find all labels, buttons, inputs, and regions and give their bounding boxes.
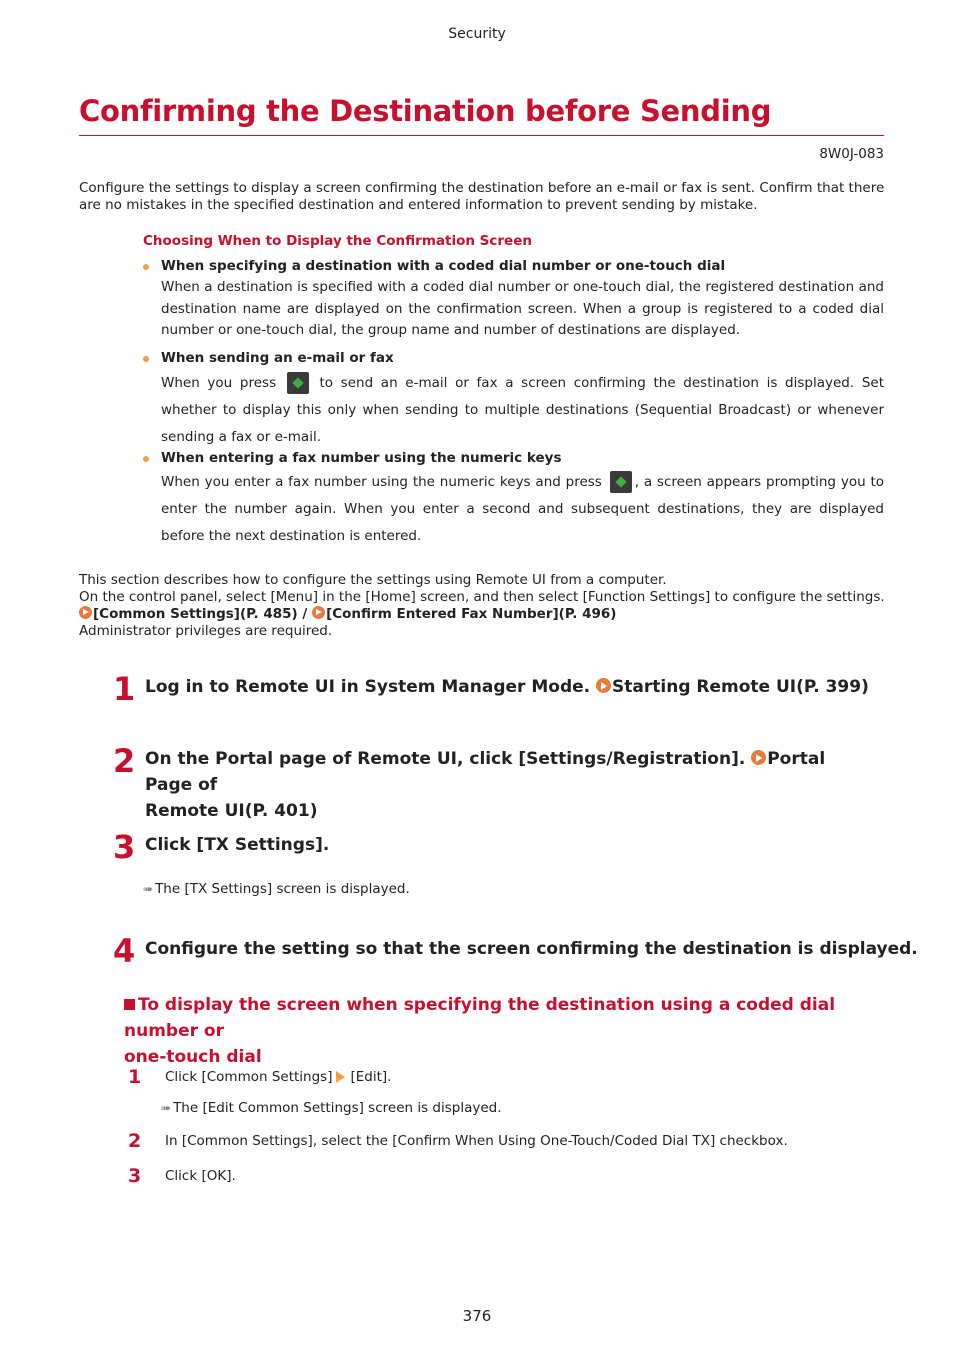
header-section-label: Security — [448, 26, 506, 42]
page-title: Confirming the Destination before Sending — [79, 94, 772, 128]
step-number: 2 — [113, 742, 136, 780]
link-portal-page[interactable]: Portal Page of — [145, 749, 826, 795]
link-common-settings[interactable]: [Common Settings](P. 485) — [93, 606, 298, 622]
description-line-4: Administrator privileges are required. — [79, 623, 333, 639]
substep-result: ➠ The [Edit Common Settings] screen is displayed. — [161, 1100, 502, 1116]
description-line-1: This section describes how to configure the settings using Remote UI from a computer. — [79, 572, 667, 588]
bullet-icon — [143, 456, 149, 462]
start-key-icon — [287, 372, 309, 394]
link-arrow-icon — [79, 606, 92, 619]
title-divider — [79, 135, 884, 136]
link-arrow-icon — [751, 750, 766, 765]
substep-text: Click [Common Settings] [Edit]. — [165, 1069, 392, 1085]
step-text: Configure the setting so that the screen confirming the destination is displayed. — [145, 939, 918, 959]
bullet-heading-coded-dial: When specifying a destination with a coded dial number or one-touch dial — [161, 258, 726, 274]
substep-number: 1 — [128, 1066, 142, 1088]
intro-line-2: are no mistakes in the specified destination and entered information to prevent sending by mistake. — [79, 197, 758, 213]
result-arrow-icon: ➠ — [143, 882, 154, 896]
page-number: 376 — [462, 1307, 492, 1325]
description-links: [Common Settings](P. 485) / [Confirm Entered Fax Number](P. 496) — [79, 606, 885, 623]
description-line-2: On the control panel, select [Menu] in the [Home] screen, and then select [Function Settings] to configure the settings. — [79, 589, 885, 605]
bullet-body-coded-dial: When a destination is specified with a coded dial number or one-touch dial, the registered destination and destination name are displayed on the confirmation screen. When a group is registered to a coded dial number or one-touch dial, the group name and number of destinations are displayed. — [161, 279, 884, 338]
substep-number: 2 — [128, 1130, 142, 1152]
link-starting-remote-ui[interactable]: Starting Remote UI(P. 399) — [612, 677, 869, 697]
step-number: 3 — [113, 828, 136, 866]
document-code: 8W0J-083 — [819, 146, 884, 162]
substep-text: In [Common Settings], select the [Confirm When Using One-Touch/Coded Dial TX] checkbox. — [165, 1133, 788, 1149]
result-arrow-icon: ➠ — [161, 1101, 172, 1115]
bullet-heading-numeric-keys: When entering a fax number using the numeric keys — [161, 450, 562, 466]
substep-number: 3 — [128, 1165, 142, 1187]
bullet-heading-email-fax: When sending an e-mail or fax — [161, 350, 394, 366]
bullet-icon — [143, 356, 149, 362]
step-number: 1 — [113, 670, 136, 708]
description-paragraph — [79, 572, 885, 640]
step-text: On the Portal page of Remote UI, click [Settings/Registration]. Portal Page of Remote UI(P. 401) — [145, 746, 865, 824]
link-confirm-fax-number[interactable]: [Confirm Entered Fax Number](P. 496) — [326, 606, 617, 622]
link-portal-page-continued[interactable]: Remote UI(P. 401) — [145, 801, 318, 821]
bullet-icon — [143, 264, 149, 270]
intro-line-1: Configure the settings to display a screen confirming the destination before an e-mail or fax is sent. Confirm that there — [79, 180, 885, 196]
bullet-body-numeric-keys: When you enter a fax number using the numeric keys and press , a screen appears prompting you to enter the number again. When you enter a second and subsequent destinations, they are displayed before the next destination is entered. — [161, 469, 884, 550]
link-arrow-icon — [596, 678, 611, 693]
subsection-heading: To display the screen when specifying the destination using a coded dial number or one-touch dial — [124, 995, 836, 1067]
start-key-icon — [610, 471, 632, 493]
step-result: ➠ The [TX Settings] screen is displayed. — [143, 881, 410, 897]
link-arrow-icon — [312, 606, 325, 619]
step-text: Click [TX Settings]. — [145, 835, 330, 855]
intro-paragraph — [79, 180, 885, 214]
section-square-icon — [124, 999, 135, 1010]
step-text: Log in to Remote UI in System Manager Mode. Starting Remote UI(P. 399) — [145, 677, 869, 697]
arrow-right-icon — [336, 1071, 345, 1083]
bullet-body-email-fax: When you press to send an e-mail or fax a screen confirming the destination is displayed. Set whether to display this only when sending to multiple destinations (Sequential Broadcast) or whenever sending a fax or e-mail. — [161, 370, 884, 451]
substep-text: Click [OK]. — [165, 1168, 236, 1184]
choosing-heading: Choosing When to Display the Confirmation Screen — [143, 233, 532, 249]
step-number: 4 — [113, 932, 136, 970]
